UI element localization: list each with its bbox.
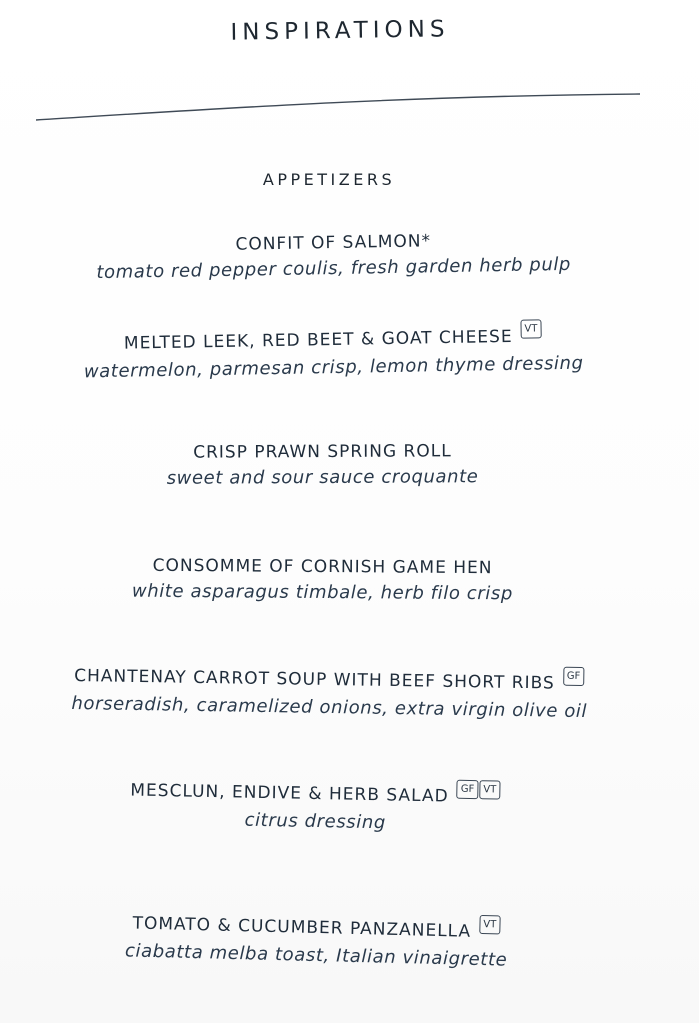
dish-description: horseradish, caramelized onions, extra virgin olive oil	[71, 692, 588, 723]
dish-description: white asparagus timbale, herb filo crisp	[131, 580, 513, 605]
dish-name: MELTED LEEK, RED BEET & GOAT CHEESE	[123, 326, 513, 354]
menu-item	[0, 777, 665, 838]
section-title: APPETIZERS	[262, 170, 396, 189]
vegetarian-badge: VT	[479, 780, 500, 799]
vegetarian-badge: VT	[479, 915, 500, 935]
gluten-free-badge: GF	[457, 780, 479, 799]
dish-description: citrus dressing	[244, 809, 387, 834]
vegetarian-badge: VT	[520, 319, 541, 338]
dietary-badges	[520, 316, 542, 338]
dish-name: CHANTENAY CARROT SOUP WITH BEEF SHORT RIBS	[74, 665, 555, 694]
dish-name: CONSOMME OF CORNISH GAME HEN	[152, 555, 493, 579]
menu-item	[0, 324, 683, 384]
dish-description: sweet and sour sauce croquante	[166, 466, 479, 489]
dish-name: CRISP PRAWN SPRING ROLL	[193, 441, 452, 463]
menu-item	[0, 555, 672, 606]
dish-name: TOMATO & CUCUMBER PANZANELLA	[132, 913, 472, 942]
menu-item	[0, 909, 666, 974]
dish-description: watermelon, parmesan crisp, lemon thyme dressing	[83, 352, 584, 383]
dish-description: ciabatta melba toast, Italian vinaigrette	[124, 940, 508, 971]
dietary-badges	[479, 912, 501, 935]
title-divider	[36, 86, 640, 126]
menu-item	[0, 440, 672, 490]
gluten-free-badge: GF	[563, 667, 585, 686]
dietary-badges	[563, 664, 586, 686]
menu-item	[0, 665, 679, 724]
dietary-badges	[457, 777, 502, 800]
dish-name: CONFIT OF SALMON*	[235, 231, 432, 255]
menu-title: INSPIRATIONS	[230, 16, 450, 46]
dish-name: MESCLUN, ENDIVE & HERB SALAD	[130, 780, 449, 807]
dish-description: tomato red pepper coulis, fresh garden herb pulp	[96, 253, 572, 284]
menu-item	[0, 227, 683, 285]
